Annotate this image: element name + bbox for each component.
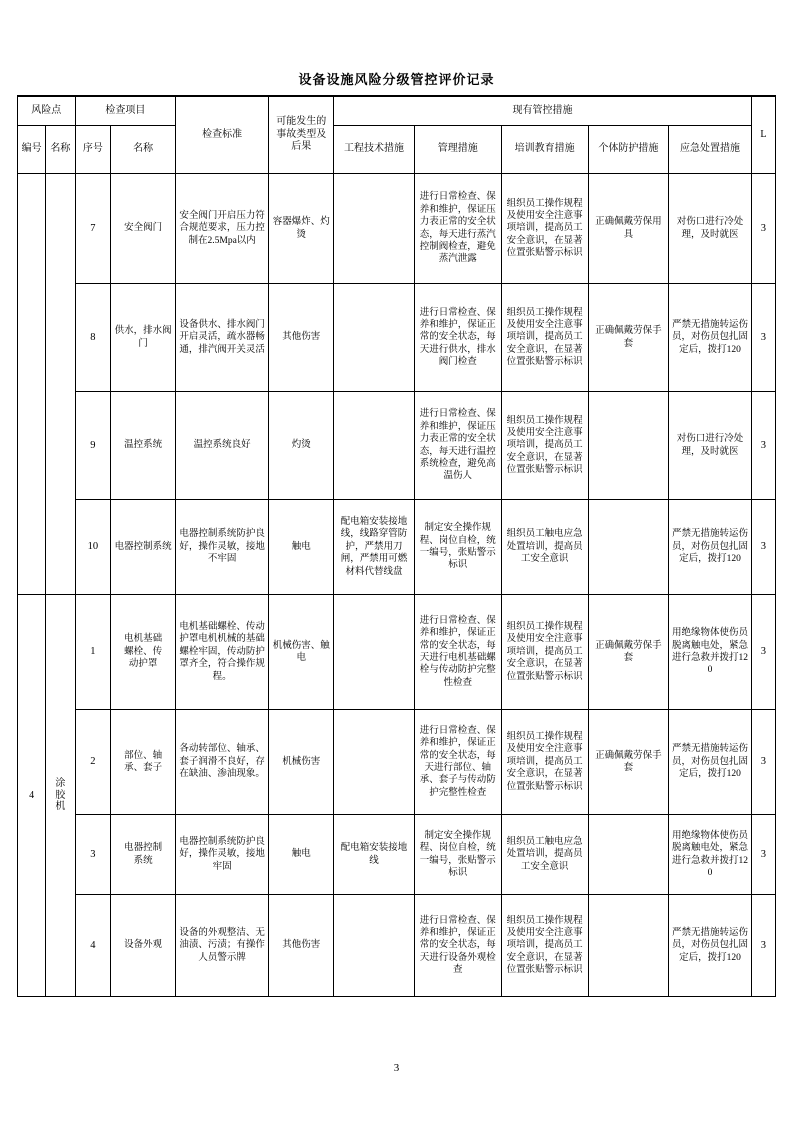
row-accident: 其他伤害 [269,895,334,997]
row-l: 3 [751,284,775,392]
header-check-item: 检查项目 [75,97,176,126]
row-l: 3 [751,500,775,595]
row-l: 3 [751,895,775,997]
table-row [18,284,776,392]
header-engineering-measures: 工程技术措施 [334,126,415,174]
row-ppe [588,895,669,997]
table-row [18,710,776,815]
row-management: 制定安全操作规程、岗位自检，统一编号，张贴警示标识 [414,500,501,595]
row-engineering [334,895,415,997]
row-seq: 9 [75,392,111,500]
row-engineering [334,595,415,710]
row-seq: 10 [75,500,111,595]
row-item-name: 安全阀门 [111,174,176,284]
row-standard: 电器控制系统防护良好，操作灵敏，接地不牢固 [176,500,269,595]
row-accident: 其他伤害 [269,284,334,392]
row-ppe [588,500,669,595]
row-management: 进行日常检查、保养和维护，保证正常的安全状态，每天进行供水，排水阀门检查 [414,284,501,392]
row-training: 组织员工操作规程及使用安全注意事项培训，提高员工安全意识，在显著位置张贴警示标识 [501,710,588,815]
row-ppe: 正确佩戴劳保用具 [588,174,669,284]
row-standard: 各动转部位、轴承、套子润滑不良好，存在缺油、渗油现象。 [176,710,269,815]
group-code: 4 [18,595,46,997]
row-training: 组织员工操作规程及使用安全注意事项培训，提高员工安全意识，在显著位置张贴警示标识 [501,895,588,997]
table-row [18,500,776,595]
header-training-measures: 培训教育措施 [501,126,588,174]
row-management: 进行日常检查、保养和维护，保证压力表正常的安全状态，每天进行温控系统检查，避免高温伤人 [414,392,501,500]
header-existing-controls: 现有管控措施 [334,97,752,126]
row-item-name: 温控系统 [111,392,176,500]
table-row [18,815,776,895]
row-item-name [111,710,176,815]
row-seq: 3 [75,815,111,895]
row-training: 组织员工操作规程及使用安全注意事项培训，提高员工安全意识，在显著位置张贴警示标识 [501,595,588,710]
risk-control-table [17,96,776,997]
row-engineering [334,284,415,392]
row-emergency: 对伤口进行冷处理，及时就医 [669,174,752,284]
table-row [18,174,776,284]
row-accident: 机械伤害、触电 [269,595,334,710]
group-name-text: 涂胶机 [55,777,66,813]
row-seq: 8 [75,284,111,392]
row-l: 3 [751,710,775,815]
row-emergency: 用绝缘物体使伤员脱离触电处，紧急进行急救并拨打120 [669,595,752,710]
row-ppe [588,815,669,895]
row-seq: 4 [75,895,111,997]
header-l: L [751,97,775,174]
header-accident-type: 可能发生的事故类型及后果 [269,97,334,174]
row-standard: 电器控制系统防护良好，操作灵敏，接地牢固 [176,815,269,895]
row-item-name-text: 电机基础螺栓、传动护罩 [124,634,163,670]
row-engineering: 配电箱安装接地线 [334,815,415,895]
row-l: 3 [751,815,775,895]
row-training: 组织员工操作规程及使用安全注意事项培训，提高员工安全意识，在显著位置张贴警示标识 [501,392,588,500]
page-number: 3 [393,1062,400,1074]
row-management: 进行日常检查、保养和维护，保证正常的安全状态，每天进行电机基础螺栓与传动防护完整性检查 [414,595,501,710]
row-item-name [111,895,176,997]
table-header [18,97,776,174]
row-accident: 触电 [269,815,334,895]
row-training: 组织员工操作规程及使用安全注意事项培训，提高员工安全意识，在显著位置张贴警示标识 [501,174,588,284]
header-name: 名称 [46,126,75,174]
row-item-name: 电器控制系统 [111,500,176,595]
header-row-cols [18,126,776,174]
group-name [46,174,75,595]
row-training: 组织员工触电应急处置培训，提高员工安全意识 [501,500,588,595]
row-ppe [588,392,669,500]
row-item-name: 供水，排水阀门 [111,284,176,392]
row-item-name-text: 部位、轴承、套子 [124,750,163,773]
row-item-name [111,595,176,710]
row-l: 3 [751,174,775,284]
row-seq: 2 [75,710,111,815]
row-standard: 温控系统良好 [176,392,269,500]
header-code: 编号 [18,126,46,174]
header-check-standard: 检查标准 [176,97,269,174]
row-l: 3 [751,595,775,710]
row-training: 组织员工触电应急处置培训，提高员工安全意识 [501,815,588,895]
row-accident: 灼烫 [269,392,334,500]
row-engineering [334,392,415,500]
header-ppe-measures: 个体防护措施 [588,126,669,174]
row-management: 进行日常检查、保养和维护，保证正常的安全状态，每天进行部位、轴承、套子与传动防护完整性检查 [414,710,501,815]
row-ppe: 正确佩戴劳保手套 [588,595,669,710]
row-seq: 7 [75,174,111,284]
row-management: 进行日常检查、保养和维护，保证正常的安全状态，每天进行设备外观检查 [414,895,501,997]
group-name [46,595,75,997]
row-management: 制定安全操作规程、岗位自检，统一编号，张贴警示标识 [414,815,501,895]
row-accident: 触电 [269,500,334,595]
row-item-name-text: 电器控制系统 [124,843,163,866]
row-engineering [334,710,415,815]
header-item-name: 名称 [111,126,176,174]
row-accident: 机械伤害 [269,710,334,815]
row-ppe: 正确佩戴劳保手套 [588,710,669,815]
row-engineering: 配电箱安装接地线，线路穿管防护，严禁用刀闸，严禁用可燃材料代替线盘 [334,500,415,595]
header-risk-point: 风险点 [18,97,76,126]
header-seq: 序号 [75,126,111,174]
header-row-groups [18,97,776,126]
row-l: 3 [751,392,775,500]
row-emergency: 用绝缘物体使伤员脱离触电处，紧急进行急救并拨打120 [669,815,752,895]
row-emergency: 严禁无措施转运伤员，对伤员包扎固定后，拨打120 [669,710,752,815]
row-accident: 容器爆炸、灼烫 [269,174,334,284]
row-standard: 安全阀门开启压力符合规范要求，压力控制在2.5Mpa以内 [176,174,269,284]
row-seq: 1 [75,595,111,710]
row-engineering [334,174,415,284]
row-emergency: 严禁无措施转运伤员，对伤员包扎固定后，拨打120 [669,284,752,392]
table-row [18,392,776,500]
row-item-name-text: 设备外观 [124,940,163,951]
row-standard: 设备的外观整洁、无油渍、污渍；有操作人员警示牌 [176,895,269,997]
row-ppe: 正确佩戴劳保手套 [588,284,669,392]
row-emergency: 严禁无措施转运伤员，对伤员包扎固定后，拨打120 [669,500,752,595]
row-emergency: 对伤口进行冷处理，及时就医 [669,392,752,500]
row-emergency: 严禁无措施转运伤员，对伤员包扎固定后，拨打120 [669,895,752,997]
table-body [18,174,776,997]
row-item-name [111,815,176,895]
group-code [18,174,46,595]
row-standard: 电机基础螺栓、传动护罩电机机械的基础螺栓牢固，传动防护罩齐全，符合操作规程。 [176,595,269,710]
header-emergency-measures: 应急处置措施 [669,126,752,174]
row-standard: 设备供水、排水阀门开启灵活，疏水器畅通，排汽阀开关灵活 [176,284,269,392]
row-training: 组织员工操作规程及使用安全注意事项培训，提高员工安全意识，在显著位置张贴警示标识 [501,284,588,392]
header-management-measures: 管理措施 [414,126,501,174]
table-row [18,595,776,710]
table-row [18,895,776,997]
title-bar [17,62,776,96]
row-management: 进行日常检查、保养和维护，保证压力表正常的安全状态，每天进行蒸汽控制阀检查，避免蒸汽泄露 [414,174,501,284]
document-title: 设备设施风险分级管控评价记录 [298,72,495,87]
